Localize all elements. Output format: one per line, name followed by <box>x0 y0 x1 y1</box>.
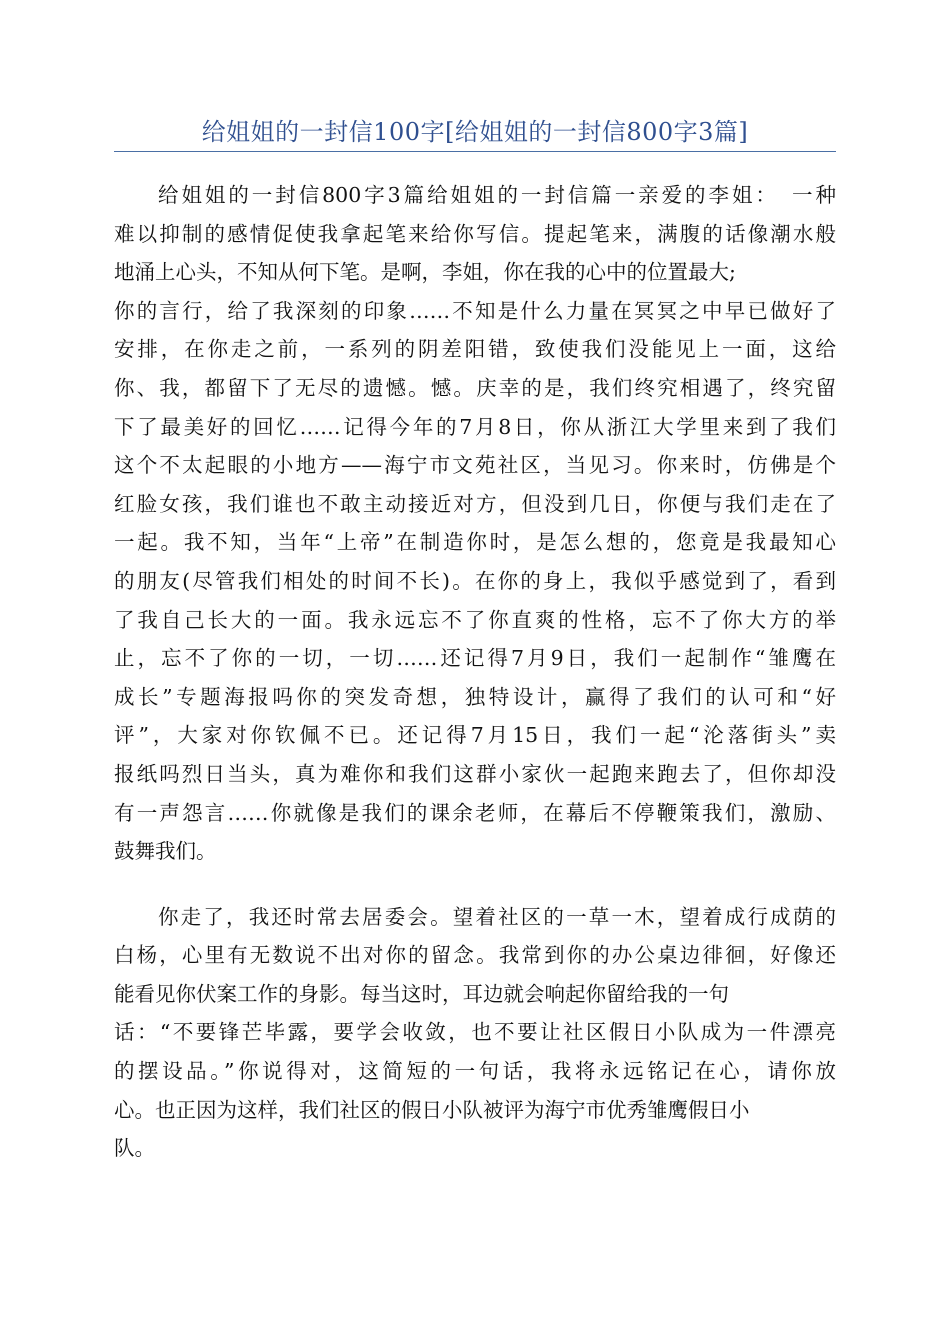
text-line: 鼓舞我们。 <box>114 839 217 864</box>
title-block <box>114 112 836 152</box>
text-line: 了我自己长大的一面。我永远忘不了你直爽的性格，忘不了你大方的举 <box>114 607 836 632</box>
text-line: 你、我，都留下了无尽的遗憾。憾。庆幸的是，我们终究相遇了，终究留 <box>114 375 836 400</box>
page-title: 给姐姐的一封信100字[给姐姐的一封信800字3篇] <box>201 118 749 146</box>
text-line: 能看见你伏案工作的身影。每当这时，耳边就会响起你留给我的一句 <box>114 981 729 1006</box>
paragraph-2 <box>114 898 836 1168</box>
text-line: 报纸吗烈日当头，真为难你和我们这群小家伙一起跑来跑去了，但你却没 <box>114 761 836 786</box>
text-line: 有一声怨言……你就像是我们的课余老师，在幕后不停鞭策我们，激励、 <box>114 800 836 825</box>
text-line: 红脸女孩，我们谁也不敢主动接近对方，但没到几日，你便与我们走在了 <box>114 491 836 516</box>
text-line: 给姐姐的一封信800字3篇给姐姐的一封信篇一亲爱的李姐： 一种 <box>158 183 836 207</box>
paragraph-1 <box>114 176 836 871</box>
text-line: 队。 <box>114 1136 155 1161</box>
text-line: 评”，大家对你钦佩不已。还记得7月15日，我们一起“沦落街头”卖 <box>114 723 836 748</box>
text-line: 你走了，我还时常去居委会。望着社区的一草一木，望着成行成荫的 <box>158 904 836 929</box>
text-line: 成长”专题海报吗你的突发奇想，独特设计，赢得了我们的认可和“好 <box>114 684 836 709</box>
text-line: 你的言行，给了我深刻的印象……不知是什么力量在冥冥之中早已做好了 <box>114 298 836 323</box>
text-line: 地涌上心头，不知从何下笔。是啊，李姐，你在我的心中的位置最大; <box>114 260 736 285</box>
text-line: 这个不太起眼的小地方——海宁市文苑社区，当见习。你来时，仿佛是个 <box>114 453 836 478</box>
text-line: 下了最美好的回忆……记得今年的7月8日，你从浙江大学里来到了我们 <box>114 414 836 439</box>
document-body <box>114 176 836 1168</box>
text-line: 一起。我不知，当年“上帝”在制造你时，是怎么想的，您竟是我最知心 <box>114 530 836 555</box>
text-line: 心。也正因为这样，我们社区的假日小队被评为海宁市优秀雏鹰假日小 <box>114 1097 750 1122</box>
text-line: 白杨，心里有无数说不出对你的留念。我常到你的办公桌边徘徊，好像还 <box>114 943 836 968</box>
text-line: 话：“不要锋芒毕露，要学会收敛，也不要让社区假日小队成为一件漂亮 <box>114 1020 836 1045</box>
text-line: 的摆设品。”你说得对，这简短的一句话，我将永远铭记在心，请你放 <box>114 1059 836 1084</box>
text-line: 止，忘不了你的一切，一切……还记得7月9日，我们一起制作“雏鹰在 <box>114 646 836 671</box>
text-line: 的朋友(尽管我们相处的时间不长)。在你的身上，我似乎感觉到了，看到 <box>114 568 836 593</box>
text-line: 安排，在你走之前，一系列的阴差阳错，致使我们没能见上一面，这给 <box>114 337 836 362</box>
text-line: 难以抑制的感情促使我拿起笔来给你写信。提起笔来，满腹的话像潮水般 <box>114 221 836 246</box>
